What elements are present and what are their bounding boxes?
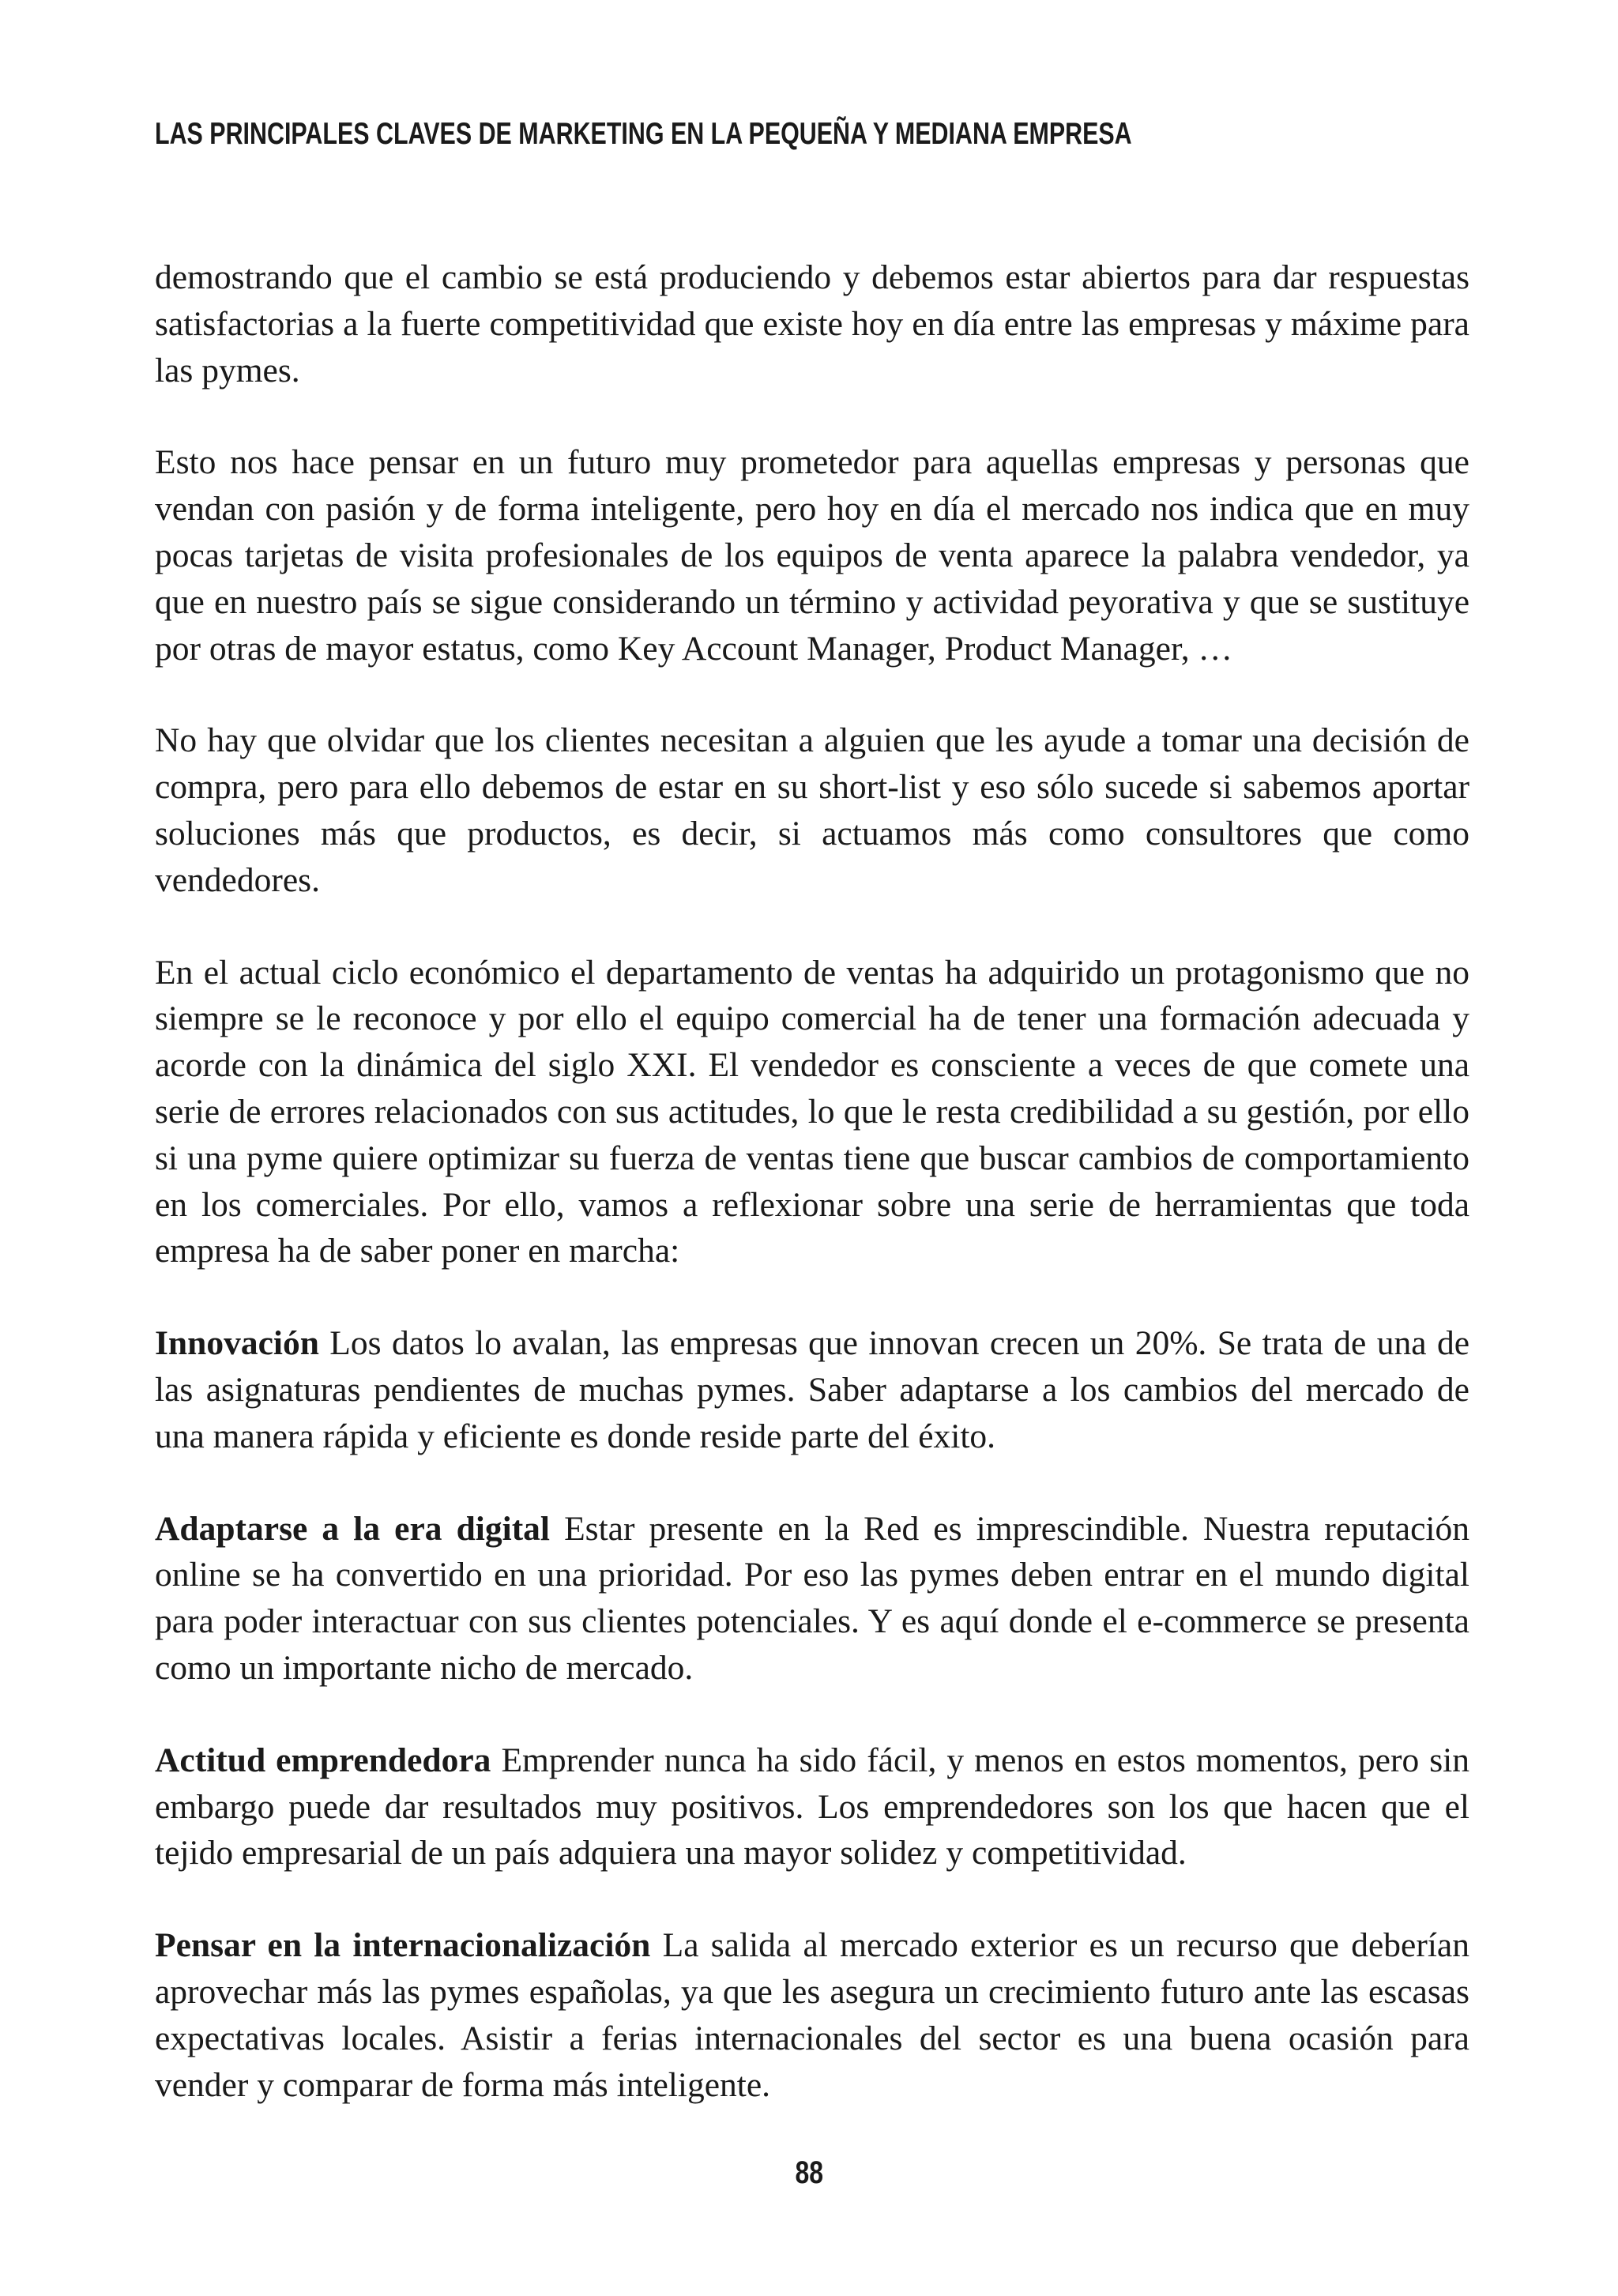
tool-internacionalizacion <box>155 1922 1469 2108</box>
paragraph-4: En el actual ciclo económico el departamento de ventas ha adquirido un protagonismo que no siempre se le reconoce y por ello el equipo comercial ha de tener una formación adecuada y acorde con la dinámica del siglo XXI. El vendedor es consciente a veces de que comete una serie de errores relacionados con sus actitudes, lo que le resta credibilidad a su gestión, por ello si una pyme quiere optimizar su fuerza de ventas tiene que buscar cambios de comportamiento en los comerciales. Por ello, vamos a reflexionar sobre una serie de herramientas que toda empresa ha de saber poner en marcha: <box>155 953 1469 1270</box>
tool-description: Los datos lo avalan, las empresas que innovan crecen un 20%. Se trata de una de las asignaturas pendientes de muchas pymes. Saber adaptarse a los cambios del mercado de una manera rápida y eficiente es donde reside parte del éxito. <box>155 1324 1469 1455</box>
paragraph-3: No hay que olvidar que los clientes necesitan a alguien que les ayude a tomar una decisión de compra, pero para ello debemos de estar en su short-list y eso sólo sucede si sabemos aportar soluciones más que productos, es decir, si actuamos más como consultores que como vendedores. <box>155 721 1469 899</box>
paragraph-1: demostrando que el cambio se está produciendo y debemos estar abiertos para dar respuestas satisfactorias a la fuerte competitividad que existe hoy en día entre las empresas y máxime para las pymes. <box>155 258 1469 390</box>
tool-term: Pensar en la internacionalización <box>155 1926 651 1965</box>
tool-description: Emprender nunca ha sido fácil, y menos en estos momentos, pero sin embargo puede dar resultados muy positivos. Los emprendedores son los que hacen que el tejido empresarial de un país adquiera una mayor solidez y competitividad. <box>155 1741 1469 1873</box>
paragraph-2: Esto nos hace pensar en un futuro muy prometedor para aquellas empresas y personas que vendan con pasión y de forma inteligente, pero hoy en día el mercado nos indica que en muy pocas tarjetas de visita profesionales de los equipos de venta aparece la palabra vendedor, ya que en nuestro país se sigue considerando un término y actividad peyorativa y que se sustituye por otras de mayor estatus, como Key Account Manager, Product Manager, … <box>155 443 1469 668</box>
tool-actitud-emprendedora <box>155 1737 1469 1876</box>
tool-term: Adaptarse a la era digital <box>155 1509 551 1548</box>
tool-innovacion <box>155 1320 1469 1459</box>
tool-term: Actitud emprendedora <box>155 1741 491 1779</box>
tool-term: Innovación <box>155 1324 319 1363</box>
page-number-text: 88 <box>795 2155 823 2190</box>
tool-era-digital <box>155 1506 1469 1692</box>
tool-description: Estar presente en la Red es imprescindible. Nuestra reputación online se ha convertido en una prioridad. Por eso las pymes deben entrar en el mundo digital para poder interactuar con sus clientes potenciales. Y es aquí donde el e-commerce se presenta como un importante nicho de mercado. <box>155 1509 1469 1687</box>
running-header: LAS PRINCIPALES CLAVES DE MARKETING EN LA PEQUEÑA Y MEDIANA EMPRESA <box>155 117 1132 151</box>
body-text <box>155 254 1469 2154</box>
page-number <box>0 2155 1618 2191</box>
tool-description: La salida al mercado exterior es un recurso que deberían aprovechar más las pymes españolas, ya que les asegura un crecimiento futuro ante las escasas expectativas locales. Asistir a ferias internacionales del sector es una buena ocasión para vender y comparar de forma más inteligente. <box>155 1926 1469 2104</box>
